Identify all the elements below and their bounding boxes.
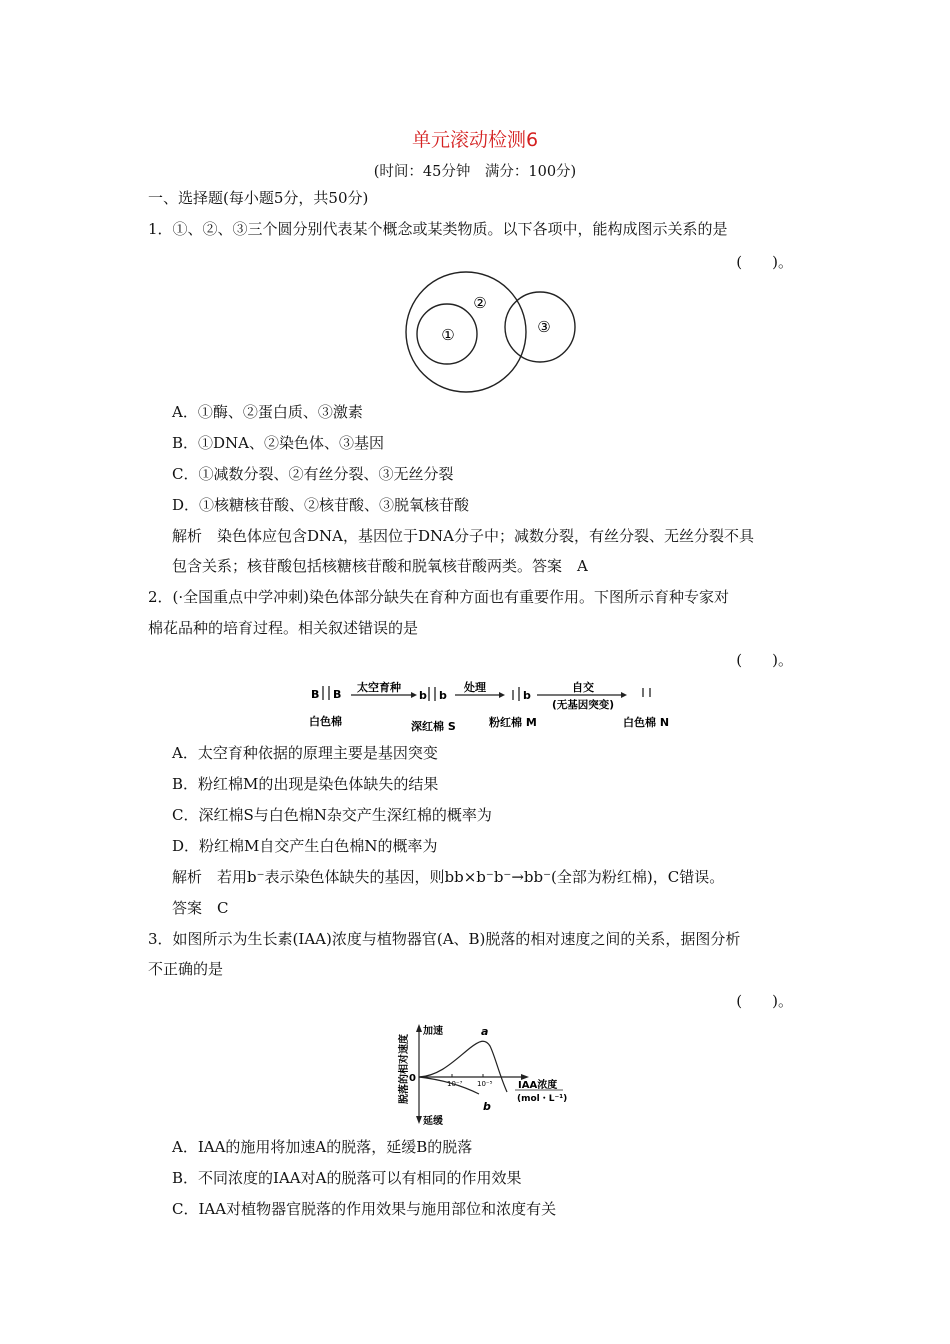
venn-label-1: ① bbox=[441, 326, 455, 344]
q2-stem-line2: 棉花品种的培育过程。相关叙述错误的是 bbox=[148, 619, 419, 637]
arrow-selfing-note: (无基因突变) bbox=[551, 699, 615, 711]
q2-option-c: C．深红棉S与白色棉N杂交产生深红棉的概率为 bbox=[172, 806, 492, 824]
graph-x-axis-unit: (mol・L⁻¹) bbox=[517, 1094, 568, 1104]
allele-b-right: b bbox=[439, 689, 447, 702]
q1-option-b: B．①DNA、②染色体、③基因 bbox=[172, 434, 385, 452]
section-heading: 一、选择题(每小题5分，共50分) bbox=[148, 189, 369, 207]
page-subtitle: (时间：45分钟 满分：100分) bbox=[373, 164, 577, 180]
arrow-treatment-label: 处理 bbox=[464, 681, 486, 694]
label-deep-red-cotton: 深红棉 S bbox=[411, 720, 456, 733]
graph-x-axis-label: IAA浓度 bbox=[518, 1080, 558, 1091]
graph-tick-label-2: 10⁻⁵ bbox=[477, 1080, 493, 1088]
q2-option-a: A．太空育种依据的原理主要是基因突变 bbox=[172, 744, 438, 762]
q1-option-d: D．①核糖核苷酸、②核苷酸、③脱氧核苷酸 bbox=[172, 496, 470, 514]
q1-analysis-line1: 解析 染色体应包含DNA，基因位于DNA分子中；减数分裂，有丝分裂、无丝分裂不具 bbox=[172, 527, 754, 545]
graph-y-top-label: 加速 bbox=[423, 1026, 443, 1037]
venn-circle-2 bbox=[406, 272, 526, 392]
q1-option-a: A．①酶、②蛋白质、③激素 bbox=[172, 403, 363, 421]
arrow-space-breeding-label: 太空育种 bbox=[357, 681, 401, 694]
q1-analysis-line2: 包含关系；核苷酸包括核糖核苷酸和脱氧核苷酸两类。答案 A bbox=[172, 557, 588, 575]
page-title: 单元滚动检测6 bbox=[411, 129, 539, 151]
q2-analysis-line1: 解析 若用b⁻表示染色体缺失的基因，则bb×b⁻b⁻→bb⁻(全部为粉红棉)，C错误。 bbox=[172, 868, 725, 886]
q3-option-c: C．IAA对植物器官脱落的作用效果与施用部位和浓度有关 bbox=[172, 1200, 557, 1218]
label-pink-cotton: 粉红棉 M bbox=[489, 716, 537, 729]
graph-y-bottom-label: 延缓 bbox=[423, 1116, 443, 1127]
allele-B-left: B bbox=[311, 688, 320, 701]
arrow-selfing-label: 自交 bbox=[572, 681, 594, 694]
q2-stem-line1: 2．(·全国重点中学冲刺)染色体部分缺失在育种方面也有重要作用。下图所示育种专家对 bbox=[148, 588, 730, 606]
q2-answer-paren: ( )。 bbox=[736, 651, 793, 669]
q2-option-b: B．粉红棉M的出现是染色体缺失的结果 bbox=[172, 775, 439, 793]
q2-analysis-line2: 答案 C bbox=[172, 899, 229, 917]
venn-label-3: ③ bbox=[537, 318, 551, 336]
graph-curve-a bbox=[419, 1041, 507, 1092]
graph-tick-label-1: 10⁻⁷ bbox=[447, 1080, 463, 1088]
q1-option-c: C．①减数分裂、②有丝分裂、③无丝分裂 bbox=[172, 465, 454, 483]
label-white-cotton-n: 白色棉 N bbox=[623, 716, 670, 729]
q1-answer-paren: ( )。 bbox=[736, 253, 793, 271]
q3-answer-paren: ( )。 bbox=[736, 992, 793, 1010]
graph-curve-a-label: a bbox=[481, 1025, 489, 1038]
q1-venn-figure bbox=[400, 280, 590, 395]
q3-iaa-graph bbox=[395, 1020, 575, 1130]
graph-origin-label: 0 bbox=[409, 1073, 416, 1084]
venn-label-2: ② bbox=[473, 294, 487, 312]
allele-b-pink: b bbox=[523, 689, 531, 702]
q3-stem-line1: 3．如图所示为生长素(IAA)浓度与植物器官(A、B)脱落的相对速度之间的关系，据图分析 bbox=[148, 930, 741, 948]
q3-stem-line2: 不正确的是 bbox=[148, 960, 224, 978]
graph-curve-b-label: b bbox=[483, 1100, 491, 1113]
q2-breeding-diagram bbox=[305, 678, 675, 736]
graph-y-axis-label: 脱落的相对速度 bbox=[399, 1034, 410, 1104]
q1-stem: 1．①、②、③三个圆分别代表某个概念或某类物质。以下各项中，能构成图示关系的是 bbox=[148, 220, 728, 238]
q3-option-a: A．IAA的施用将加速A的脱落，延缓B的脱落 bbox=[172, 1138, 473, 1156]
q3-option-b: B．不同浓度的IAA对A的脱落可以有相同的作用效果 bbox=[172, 1169, 522, 1187]
allele-B-right: B bbox=[333, 688, 342, 701]
allele-b-left: b bbox=[419, 689, 427, 702]
label-white-cotton: 白色棉 bbox=[309, 715, 342, 728]
q2-option-d: D．粉红棉M自交产生白色棉N的概率为 bbox=[172, 837, 438, 855]
